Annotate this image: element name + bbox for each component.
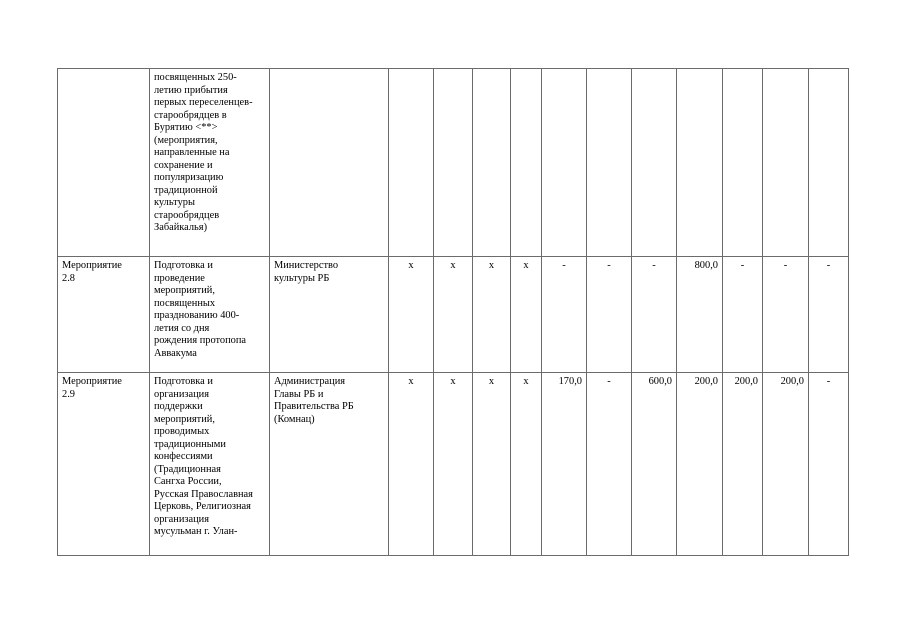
value-cell: x — [473, 373, 511, 556]
value-cell: - — [632, 257, 677, 373]
program-table — [57, 68, 849, 556]
value-cell: - — [587, 373, 632, 556]
value-cell — [632, 69, 677, 257]
value-cell — [473, 69, 511, 257]
value-cell — [763, 69, 809, 257]
value-cell — [723, 69, 763, 257]
value-cell: - — [763, 257, 809, 373]
executor-cell: Министерство культуры РБ — [270, 257, 389, 373]
value-cell: - — [723, 257, 763, 373]
measure-cell — [58, 69, 150, 257]
table-row — [58, 373, 849, 556]
table-row — [58, 257, 849, 373]
measure-title-cell: Подготовка и проведение мероприятий, посвященных празднованию 400- летия со дня рождения протопопа Аввакума — [150, 257, 270, 373]
measure-title-cell: Подготовка и организация поддержки мероприятий, проводимых традиционными конфессиями (Традиционная Сангха России, Русская Православная Церковь, Религиозная организация мусульман г. Улан- — [150, 373, 270, 556]
value-cell — [434, 69, 473, 257]
value-cell: - — [587, 257, 632, 373]
value-cell — [511, 69, 542, 257]
value-cell: 170,0 — [542, 373, 587, 556]
executor-cell: Администрация Главы РБ и Правительства РБ (Комнац) — [270, 373, 389, 556]
measure-cell: Мероприятие 2.9 — [58, 373, 150, 556]
value-cell — [587, 69, 632, 257]
value-cell — [677, 69, 723, 257]
value-cell — [809, 69, 849, 257]
executor-cell — [270, 69, 389, 257]
value-cell: 200,0 — [723, 373, 763, 556]
value-cell: 200,0 — [677, 373, 723, 556]
value-cell: x — [434, 257, 473, 373]
measure-cell: Мероприятие 2.8 — [58, 257, 150, 373]
value-cell: - — [809, 373, 849, 556]
table-row — [58, 69, 849, 257]
measure-title-cell: посвященных 250- летию прибытия первых переселенцев- старообрядцев в Бурятию <**> (мероприятия, направленные на сохранение и популяризацию традиционной культуры старообрядцев Забайкалья) — [150, 69, 270, 257]
value-cell — [389, 69, 434, 257]
value-cell: x — [473, 257, 511, 373]
value-cell: x — [511, 373, 542, 556]
value-cell: x — [389, 257, 434, 373]
value-cell: 800,0 — [677, 257, 723, 373]
value-cell: x — [511, 257, 542, 373]
value-cell: - — [542, 257, 587, 373]
value-cell: - — [809, 257, 849, 373]
value-cell: 200,0 — [763, 373, 809, 556]
value-cell: x — [434, 373, 473, 556]
value-cell — [542, 69, 587, 257]
value-cell: 600,0 — [632, 373, 677, 556]
value-cell: x — [389, 373, 434, 556]
